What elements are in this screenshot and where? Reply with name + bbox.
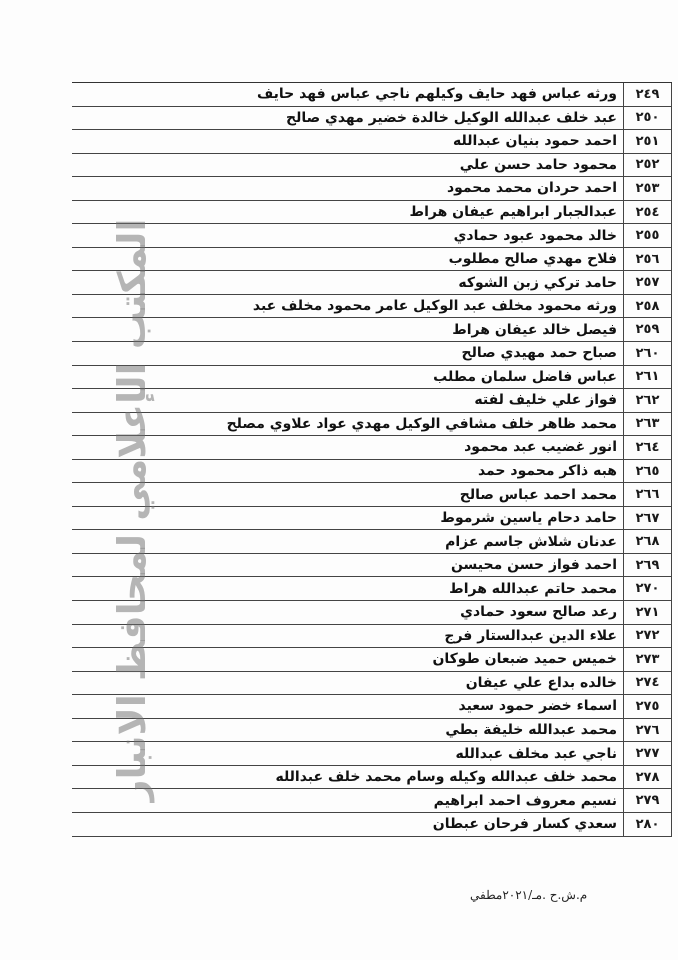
table-row [72, 154, 672, 178]
row-number: ٢٥٦ [623, 248, 672, 271]
row-number: ٢٥٨ [623, 295, 672, 318]
table-row [72, 83, 672, 107]
table-row [72, 625, 672, 649]
row-number: ٢٥٩ [623, 318, 672, 341]
row-name: محمد ظاهر خلف مشافي الوكيل مهدي عواد علاوي مصلح [226, 415, 617, 432]
row-name: محمد خلف عبدالله وكيله وسام محمد خلف عبدالله [275, 769, 617, 786]
table-row [72, 318, 672, 342]
table-row [72, 719, 672, 743]
row-name: صباح حمد مهيدي صالح [461, 345, 617, 362]
row-number: ٢٥٥ [623, 224, 672, 247]
row-name: نسيم معروف احمد ابراهيم [433, 792, 617, 809]
row-name: محمد حاتم عبدالله هراط [449, 580, 617, 597]
row-name: فواز علي خليف لفته [474, 392, 617, 409]
row-name: احمد فواز حسن محيسن [450, 557, 617, 574]
row-number: ٢٦٤ [623, 436, 672, 459]
row-number: ٢٥١ [623, 130, 672, 153]
footer-note: م.ش.ح .مـ/٢٠٢١مطفي [470, 888, 588, 902]
row-number: ٢٧٢ [623, 625, 672, 648]
table-row [72, 672, 672, 696]
row-number: ٢٧٦ [623, 719, 672, 742]
row-number: ٢٧٥ [623, 695, 672, 718]
row-number: ٢٥٣ [623, 177, 672, 200]
row-name: عبدالجبار ابراهيم عيفان هراط [409, 204, 617, 220]
row-number: ٢٦٢ [623, 389, 672, 412]
row-number: ٢٧٩ [623, 789, 672, 812]
table-row [72, 342, 672, 366]
row-number: ٢٦٦ [623, 483, 672, 506]
row-name: رعد صالح سعود حمادي [460, 604, 617, 621]
table-row [72, 130, 672, 154]
row-name: علاء الدين عبدالستار فرج [444, 627, 617, 644]
row-number: ٢٦٣ [623, 413, 672, 436]
table-row [72, 695, 672, 719]
table-row [72, 107, 672, 131]
row-number: ٢٧٧ [623, 742, 672, 765]
row-name: فلاح مهدي صالح مطلوب [448, 251, 617, 268]
table-row [72, 507, 672, 531]
table-row [72, 177, 672, 201]
table-row [72, 554, 672, 578]
row-name: عدنان شلاش جاسم عزام [445, 533, 617, 550]
table-row [72, 460, 672, 484]
row-number: ٢٥٧ [623, 271, 672, 294]
row-number: ٢٤٩ [623, 83, 672, 106]
row-name: عبد خلف عبدالله الوكيل خالدة خضير مهدي صالح [286, 109, 617, 126]
row-name: عباس فاضل سلمان مطلب [433, 368, 617, 385]
table-row [72, 577, 672, 601]
table-row [72, 413, 672, 437]
row-name: سعدي كسار فرحان عبطان [432, 816, 617, 833]
table-row [72, 295, 672, 319]
row-number: ٢٦٨ [623, 530, 672, 553]
row-name: هبه ذاكر محمود حمد [477, 463, 617, 480]
table-row [72, 389, 672, 413]
table-row [72, 813, 672, 837]
row-number: ٢٧٤ [623, 672, 672, 695]
row-number: ٢٧٠ [623, 577, 672, 600]
row-number: ٢٧٣ [623, 648, 672, 671]
table-row [72, 530, 672, 554]
table-row [72, 483, 672, 507]
table-row [72, 201, 672, 225]
row-name: ناجي عبد مخلف عبدالله [455, 745, 617, 762]
row-number: ٢٦٩ [623, 554, 672, 577]
row-name: خميس حميد ضبعان طوكان [432, 651, 617, 668]
row-name: ورثه عباس فهد حايف وكيلهم ناجي عباس فهد حايف [256, 86, 617, 103]
table-row [72, 742, 672, 766]
row-name: حامد تركي زبن الشوكه [458, 274, 617, 291]
row-number: ٢٦٠ [623, 342, 672, 365]
row-name: محمد عبدالله خليفة بطي [445, 722, 617, 739]
row-name: احمد حمود بنيان عبدالله [453, 133, 617, 150]
row-number: ٢٥٠ [623, 107, 672, 130]
table-row [72, 248, 672, 272]
row-name: محمد احمد عباس صالح [459, 486, 617, 503]
row-number: ٢٦١ [623, 366, 672, 389]
row-number: ٢٧٨ [623, 766, 672, 789]
row-number: ٢٨٠ [623, 813, 672, 836]
row-name: احمد حردان محمد محمود [446, 180, 617, 197]
row-name: انور غضيب عبد محمود [464, 439, 617, 456]
table-row [72, 601, 672, 625]
table-row [72, 366, 672, 390]
row-name: فيصل خالد عيفان هراط [452, 321, 617, 338]
row-number: ٢٦٥ [623, 460, 672, 483]
table-row [72, 766, 672, 790]
row-name: خالد محمود عبود حمادي [453, 227, 617, 244]
row-name: حامد دحام ياسين شرموط [440, 510, 617, 527]
row-number: ٢٧١ [623, 601, 672, 624]
table-row [72, 436, 672, 460]
row-name: ورثه محمود مخلف عبد الوكيل عامر محمود مخلف عبد [252, 298, 617, 315]
row-number: ٢٥٢ [623, 154, 672, 177]
watermark: المكتب الإعلامي لمحافظ الانبار [110, 218, 154, 802]
table-row [72, 648, 672, 672]
table-row [72, 271, 672, 295]
row-number: ٢٦٧ [623, 507, 672, 530]
row-name: خالده بداع علي عيفان [465, 674, 617, 691]
row-number: ٢٥٤ [623, 201, 672, 224]
names-table [72, 82, 672, 837]
row-name: اسماء خضر حمود سعيد [458, 698, 617, 715]
row-name: محمود حامد حسن علي [459, 156, 617, 173]
table-row [72, 224, 672, 248]
table-row [72, 789, 672, 813]
